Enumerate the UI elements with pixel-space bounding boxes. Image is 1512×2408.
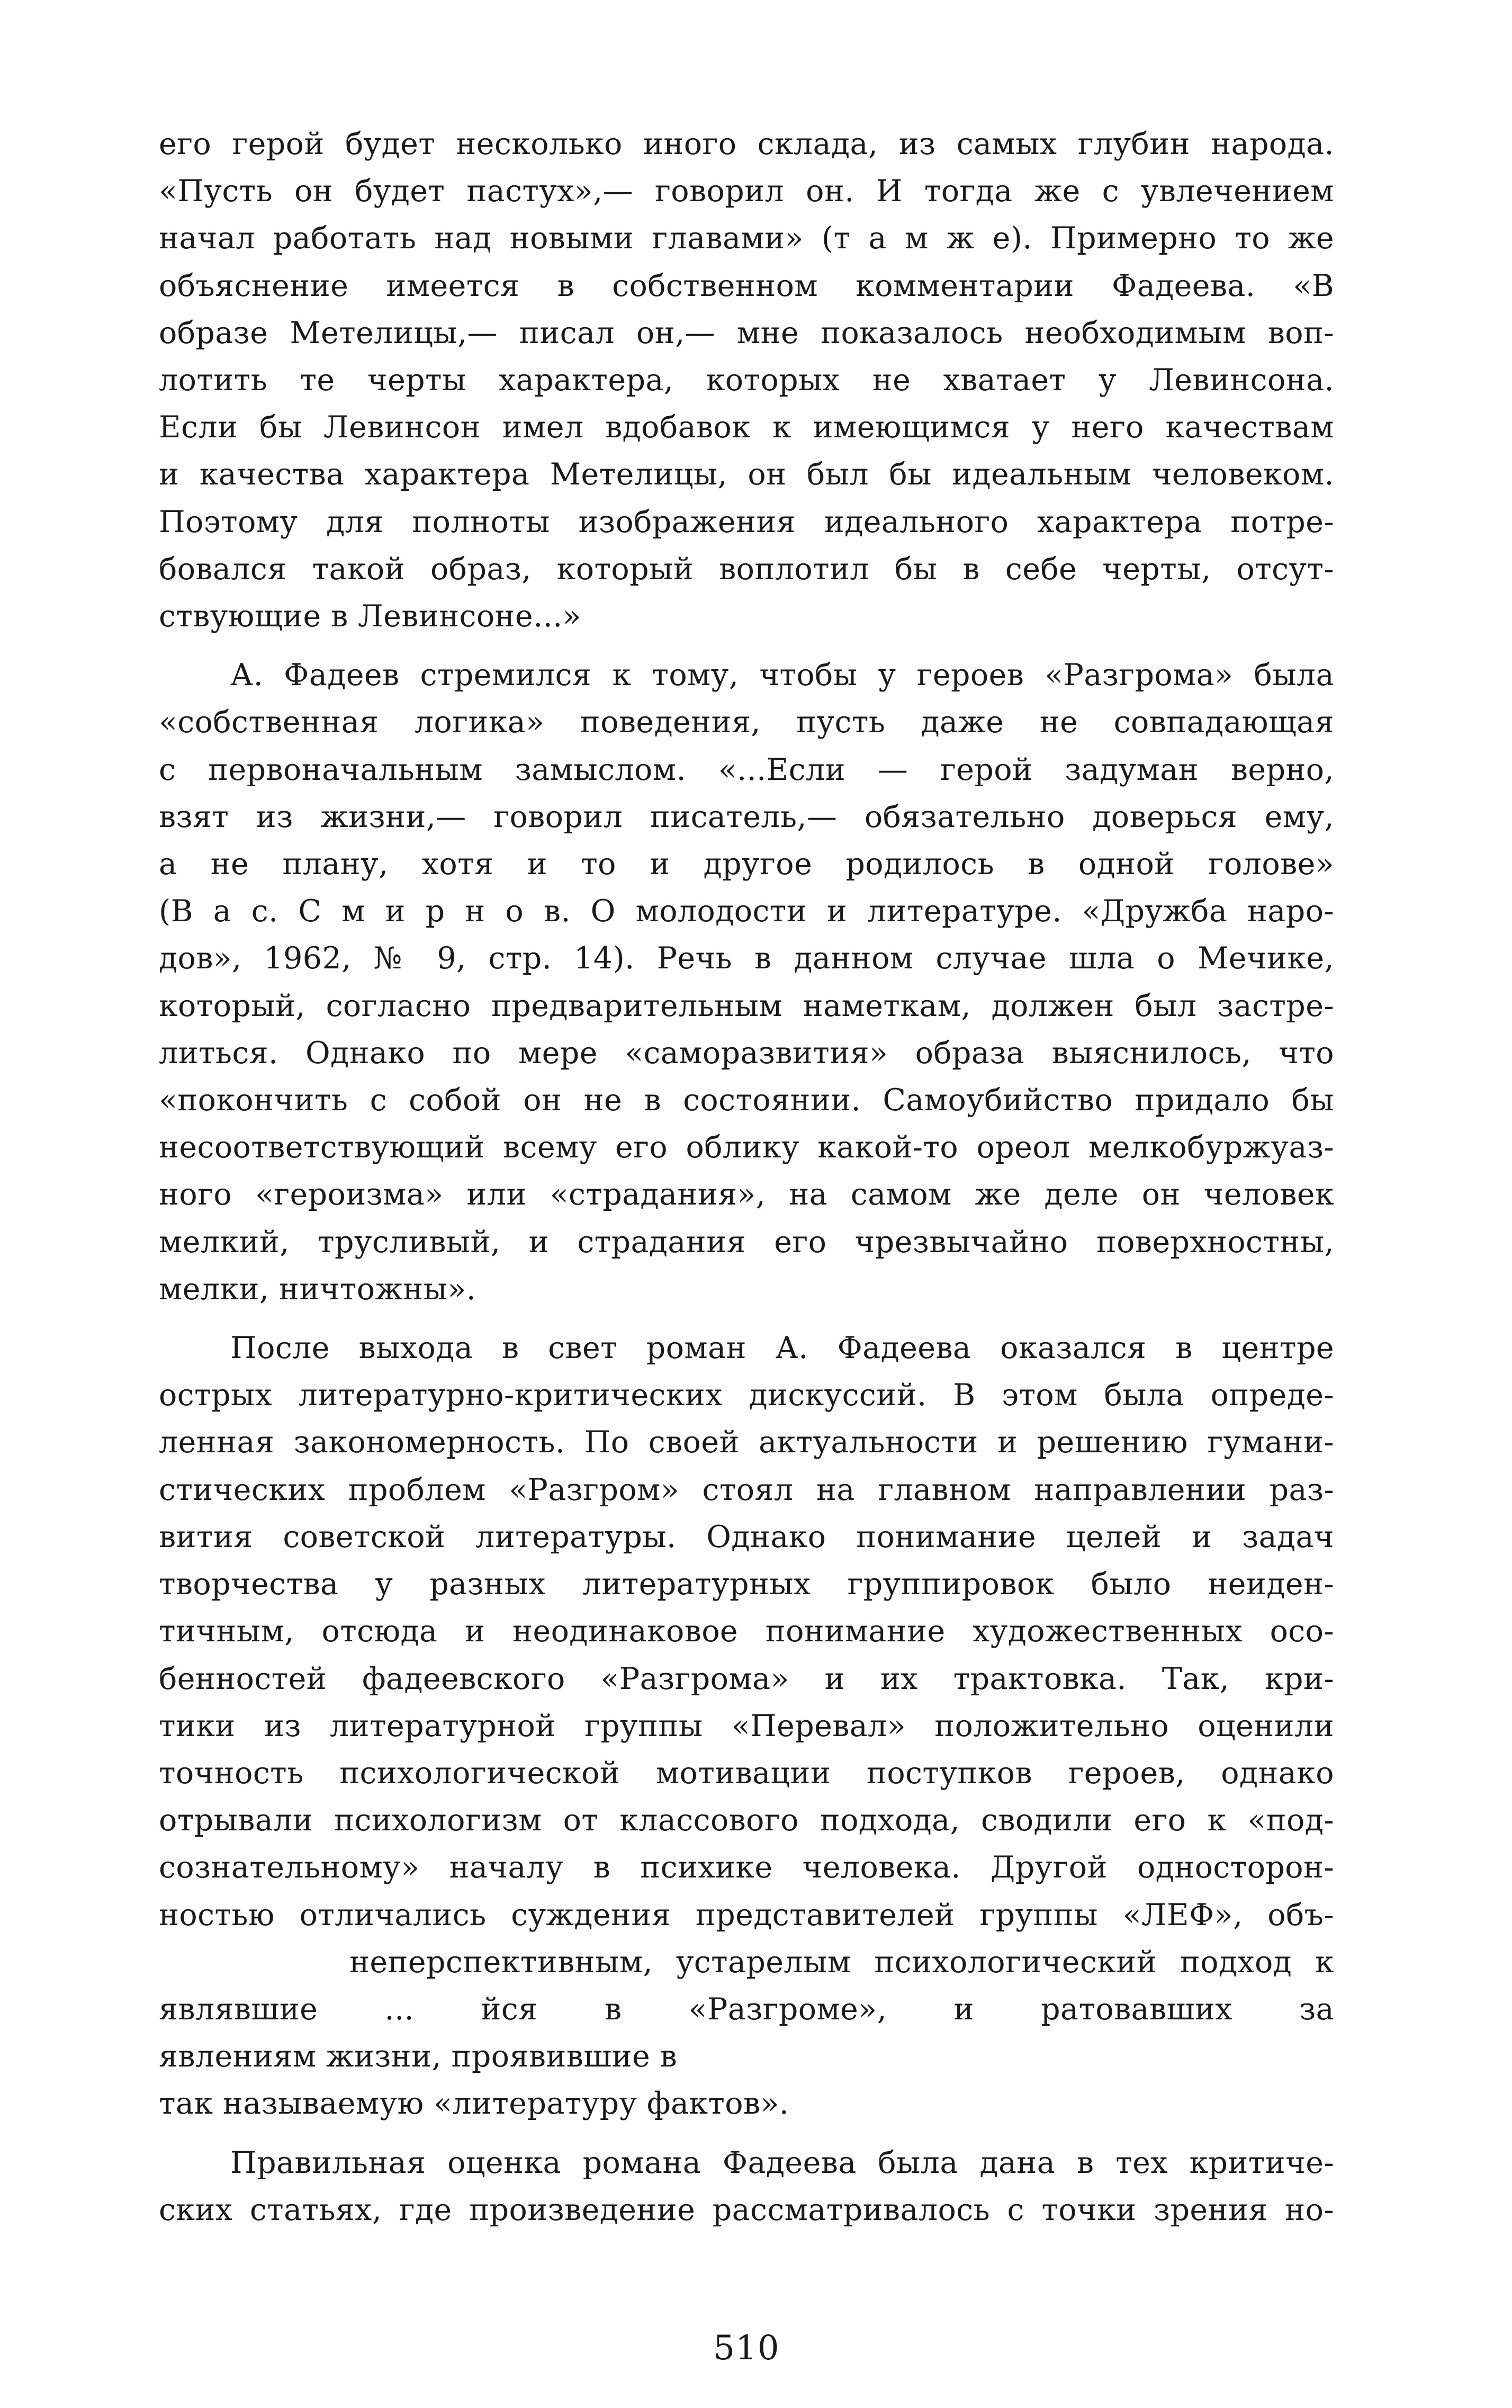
text-line: сознательному» началу в психике человека. Другой односторон- bbox=[159, 1850, 1334, 1885]
text-line: стических проблем «Разгром» стоял на главном направлении раз- bbox=[159, 1472, 1334, 1507]
text-line: Правильная оценка романа Фадеева была дана в тех критиче- bbox=[230, 2145, 1334, 2180]
text-line: который, согласно предварительным наметкам, должен был застре- bbox=[159, 988, 1334, 1023]
text-line: являвшие ... йся в «Разгроме», и ратовавших за bbox=[159, 1991, 1334, 2027]
text-line: тики из литературной группы «Перевал» положительно оценили bbox=[159, 1708, 1334, 1744]
text-line: ного «героизма» или «страдания», на самом же деле он человек bbox=[159, 1177, 1334, 1212]
paragraph-1 bbox=[159, 121, 1334, 640]
text-line: литься. Однако по мере «саморазвития» образа выяснилось, что bbox=[159, 1035, 1334, 1071]
text-line: А. Фадеев стремился к тому, чтобы у героев «Разгрома» была bbox=[230, 658, 1334, 693]
text-line: бовался такой образ, который воплотил бы в себе черты, отсут- bbox=[159, 551, 1334, 587]
text-line: объяснение имеется в собственном комментарии Фадеева. «В bbox=[159, 268, 1334, 303]
page-number: 510 bbox=[713, 2329, 780, 2368]
text-line: отрывали психологизм от классового подхода, сводили его к «под- bbox=[159, 1803, 1334, 1838]
text-line: тичным, отсюда и неодинаковое понимание художественных осо- bbox=[159, 1614, 1334, 1649]
text-line: взят из жизни,— говорил писатель,— обязательно доверься ему, bbox=[159, 799, 1334, 834]
text-line: ностью отличались суждения представителей группы «ЛЕФ», объ- bbox=[159, 1897, 1334, 1933]
text-line: образе Метелицы,— писал он,— мне показалось необходимым воп- bbox=[159, 315, 1334, 351]
text-line: вития советской литературы. Однако понимание целей и задач bbox=[159, 1519, 1334, 1555]
text-line: так называемую «литературу фактов». bbox=[159, 2086, 789, 2122]
text-line: точность психологической мотивации поступков героев, однако bbox=[159, 1755, 1334, 1791]
text-line: творчества у разных литературных группировок было неиден- bbox=[159, 1567, 1334, 1602]
text-line: острых литературно-критических дискуссий. В этом была опреде- bbox=[159, 1378, 1334, 1413]
text-line: (В а с. С м и р н о в. О молодости и литературе. «Дружба наро- bbox=[159, 894, 1334, 929]
text-line: Если бы Левинсон имел вдобавок к имеющимся у него качествам bbox=[159, 410, 1334, 445]
book-page bbox=[159, 121, 1334, 2368]
text-line: с первоначальным замыслом. «...Если — герой задуман верно, bbox=[159, 752, 1334, 787]
paragraph-3 bbox=[159, 1325, 1334, 1939]
text-line: явлениям жизни, проявившие в bbox=[159, 2039, 678, 2074]
text-line: бенностей фадеевского «Разгрома» и их трактовка. Так, кри- bbox=[159, 1661, 1334, 1696]
paragraph-2 bbox=[159, 652, 1334, 1313]
text-line: и качества характера Метелицы, он был бы идеальным человеком. bbox=[159, 457, 1334, 492]
text-line: лотить те черты характера, которых не хватает у Левинсона. bbox=[159, 363, 1334, 398]
text-line: несоответствующий всему его облику какой-то ореол мелкобуржуаз- bbox=[159, 1130, 1334, 1165]
text-line: его герой будет несколько иного склада, из самых глубин народа. bbox=[159, 127, 1334, 161]
text-line: неперспективным, устарелым психологический подход к bbox=[349, 1944, 1334, 1980]
text-line: После выхода в свет роман А. Фадеева оказался в центре bbox=[230, 1331, 1334, 1366]
text-line: «собственная логика» поведения, пусть даже не совпадающая bbox=[159, 705, 1334, 740]
text-line: начал работать над новыми главами» (т а м ж е). Примерно то же bbox=[159, 221, 1334, 256]
text-line: дов», 1962, № 9, стр. 14). Речь в данном случае шла о Мечике, bbox=[159, 941, 1334, 976]
paragraph-4 bbox=[159, 2140, 1334, 2234]
text-line: Поэтому для полноты изображения идеального характера потре- bbox=[159, 504, 1334, 540]
text-line: ствующие в Левинсоне...» bbox=[159, 599, 581, 634]
text-line: «покончить с собой он не в состоянии. Самоубийство придало бы bbox=[159, 1083, 1334, 1118]
paragraph-3-damaged-section bbox=[159, 1939, 1334, 2128]
text-line: ских статьях, где произведение рассматривалось с точки зрения но- bbox=[159, 2192, 1334, 2227]
text-line: мелкий, трусливый, и страдания его чрезвычайно поверхностны, bbox=[159, 1224, 1334, 1260]
text-line: ленная закономерность. По своей актуальности и решению гумани- bbox=[159, 1425, 1334, 1460]
text-line: мелки, ничтожны». bbox=[159, 1271, 476, 1307]
text-line: а не плану, хотя и то и другое родилось в одной голове» bbox=[159, 847, 1334, 882]
text-line: «Пусть он будет пастух»,— говорил он. И тогда же с увлечением bbox=[159, 174, 1334, 209]
